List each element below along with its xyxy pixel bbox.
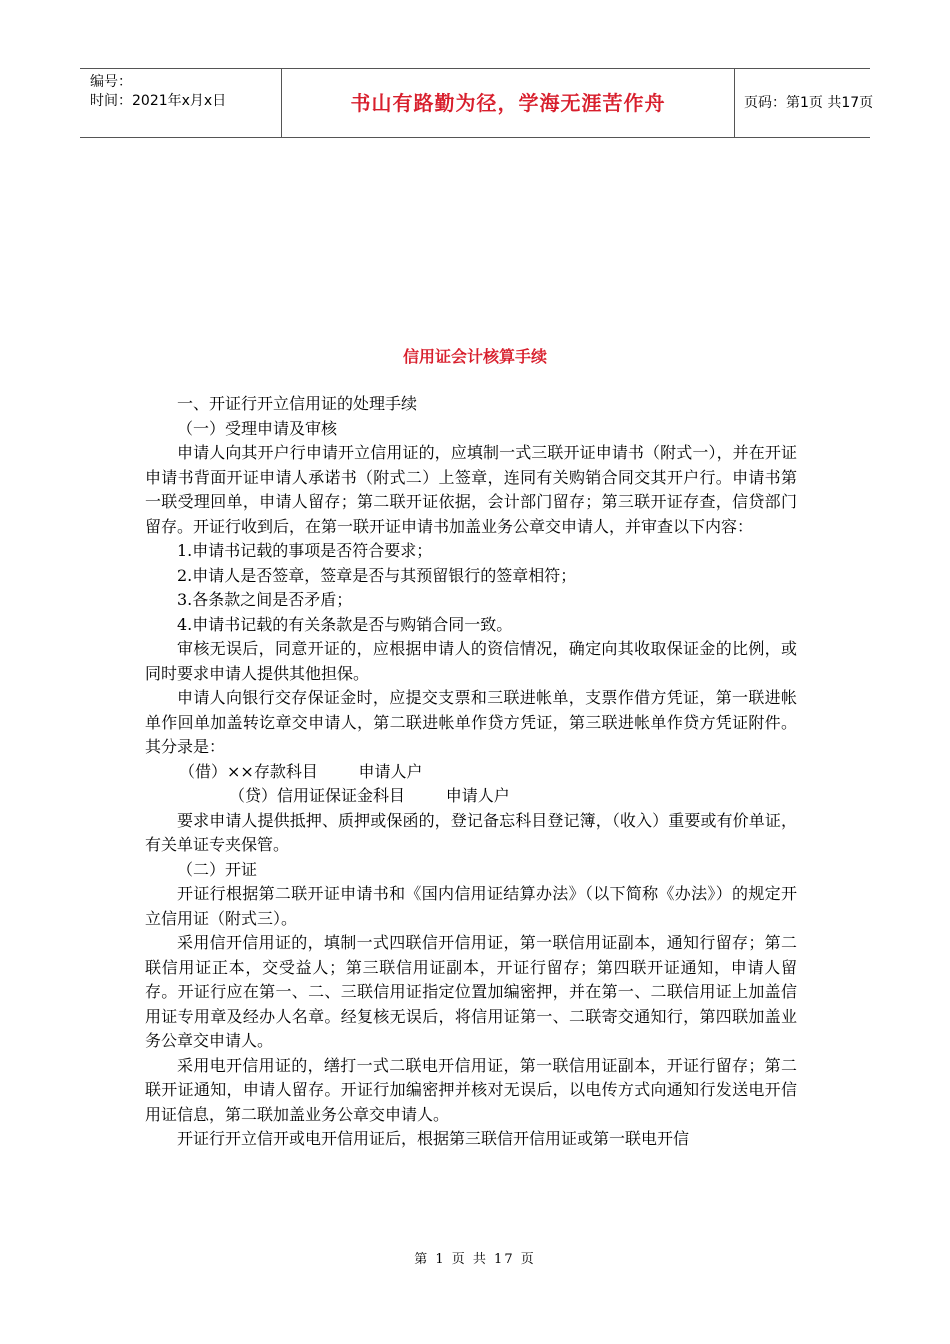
- document-title: 信用证会计核算手续: [402, 347, 547, 366]
- list-item: 3.各条款之间是否矛盾；: [177, 590, 353, 609]
- page-footer: 第 1 页 共 17 页: [414, 1252, 536, 1267]
- header-meta: [80, 69, 282, 137]
- header-time-label: 时间：2021年x月x日: [90, 93, 227, 109]
- list-item: 4.申请书记载的有关条款是否与购销合同一致。: [177, 614, 513, 634]
- header-page-info: 页码：第1页 共17页: [744, 95, 874, 111]
- list-item: 1.申请书记载的事项是否符合要求；: [177, 541, 433, 560]
- paragraph: 采用电开信用证的，缮打一式二联电开信用证，第一联信用证副本，开证行留存；第二联开证通知，申请人留存。开证行加编密押并核对无误后，以电传方式向通知行发送电开信用证信息，第二联加盖业务公章交申请人。: [145, 1055, 797, 1124]
- paragraph: 开证行开立信开或电开信用证后，根据第三联信开信用证或第一联电开信: [177, 1129, 690, 1148]
- subsection-heading-2: （二）开证: [177, 859, 258, 879]
- subsection-heading-1: （一）受理申请及审核: [177, 418, 338, 438]
- header-motto: 书山有路勤为径，学海无涯苦作舟: [282, 69, 735, 137]
- journal-entry-credit: （贷）信用证保证金科目 申请人户: [229, 786, 510, 805]
- paragraph: 采用信开信用证的，填制一式四联信开信用证，第一联信用证副本，通知行留存；第二联信用证正本，交受益人；第三联信用证副本，开证行留存；第四联开证通知，申请人留存。开证行应在第一、二、三联信用证指定位置加编密押，并在第一、二联信用证上加盖信用证专用章及经办人名章。经复核无误后，将信用证第一、二联寄交通知行，第四联加盖业务公章交申请人。: [145, 933, 797, 1050]
- paragraph: 申请人向其开户行申请开立信用证的，应填制一式三联开证申请书（附式一），并在开证申请书背面开证申请人承诺书（附式二）上签章，连同有关购销合同交其开户行。申请书第一联受理回单，申请人留存；第二联开证依据，会计部门留存；第三联开证存查，信贷部门留存。开证行收到后，在第一联开证申请书加盖业务公章交申请人，并审查以下内容：: [145, 443, 797, 536]
- section-heading-1: 一、开证行开立信用证的处理手续: [177, 394, 418, 413]
- journal-entry-debit: （借）××存款科目 申请人户: [179, 761, 423, 781]
- document-header: [80, 68, 874, 138]
- paragraph: 申请人向银行交存保证金时，应提交支票和三联进帐单，支票作借方凭证，第一联进帐单作回单加盖转讫章交申请人，第二联进帐单作贷方凭证，第三联进帐单作贷方凭证附件。其分录是：: [145, 688, 797, 756]
- paragraph: 审核无误后，同意开证的，应根据申请人的资信情况，确定向其收取保证金的比例，或同时要求申请人提供其他担保。: [145, 639, 797, 683]
- document-body: [145, 392, 797, 1152]
- header-number-label: 编号：: [90, 74, 132, 90]
- paragraph: 开证行根据第二联开证申请书和《国内信用证结算办法》（以下简称《办法》）的规定开立信用证（附式三）。: [145, 884, 797, 928]
- list-item: 2.申请人是否签章，签章是否与其预留银行的签章相符；: [177, 565, 577, 585]
- paragraph: 要求申请人提供抵押、质押或保函的，登记备忘科目登记簿，（收入）重要或有价单证，有关单证专夹保管。: [145, 810, 797, 854]
